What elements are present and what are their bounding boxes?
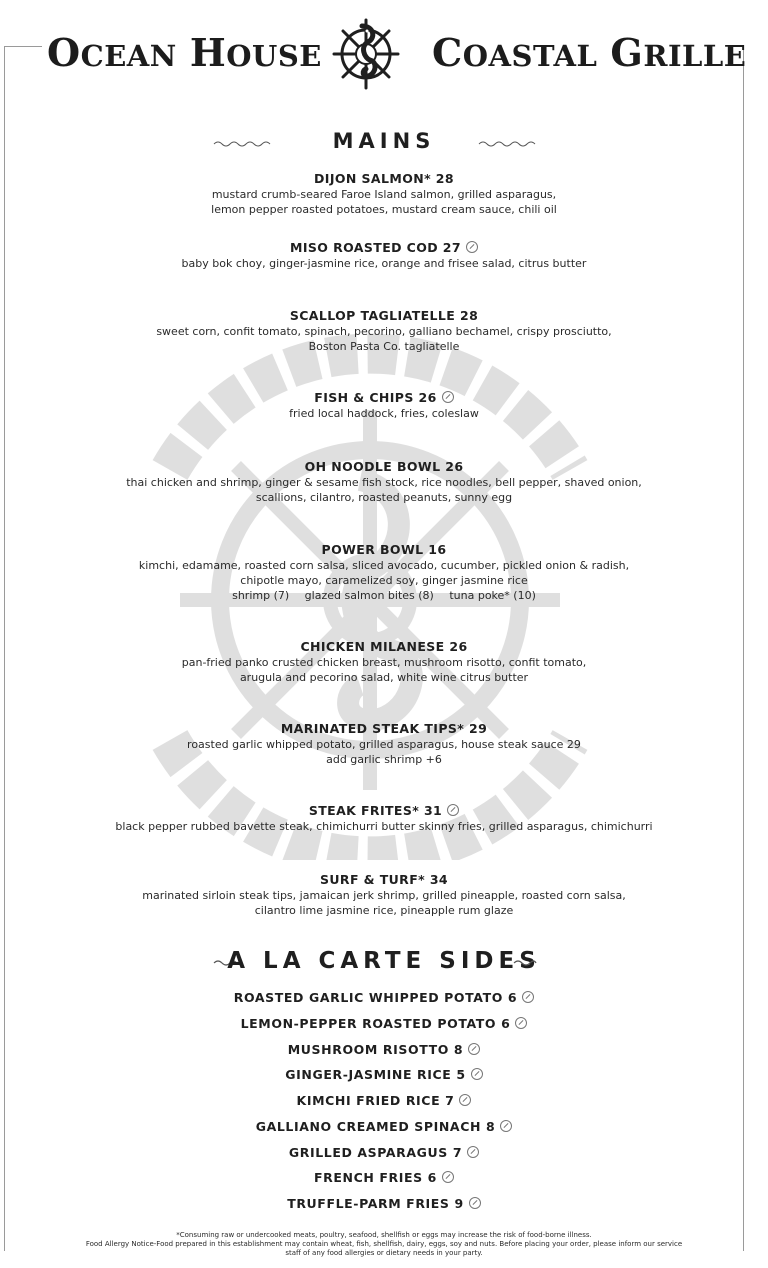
- wave-divider-right-icon: [478, 139, 538, 149]
- gluten-free-icon: [468, 1043, 480, 1055]
- side-item: MUSHROOM RISOTTO 8: [0, 1042, 768, 1058]
- side-item: FRENCH FRIES 6: [0, 1170, 768, 1186]
- addon-tuna-poke: tuna poke* (10): [449, 589, 536, 602]
- menu-item-fish-and-chips: [0, 390, 768, 421]
- seahorse-ship-wheel-icon: [332, 12, 400, 92]
- item-name: STEAK FRITES* 31: [308, 803, 443, 818]
- gluten-free-icon: [469, 1197, 481, 1209]
- item-desc: sweet corn, confit tomato, spinach, pecorino, galliano bechamel, crispy prosciutto,: [156, 325, 612, 338]
- menu-item-chicken-milanese: [0, 639, 768, 685]
- item-desc: fried local haddock, fries, coleslaw: [289, 407, 479, 420]
- item-desc: add garlic shrimp +6: [326, 753, 442, 766]
- item-name: OH NOODLE BOWL 26: [304, 459, 464, 474]
- item-desc: black pepper rubbed bavette steak, chimichurri butter skinny fries, grilled asparagus, chimichurri: [115, 820, 653, 833]
- item-name: SURF & TURF* 34: [319, 872, 449, 887]
- gluten-free-icon: [447, 804, 459, 816]
- footer-line: *Consuming raw or undercooked meats, poultry, seafood, shellfish or eggs may increase the risk of food-borne illness.: [176, 1231, 592, 1239]
- item-desc: marinated sirloin steak tips, jamaican jerk shrimp, grilled pineapple, roasted corn salsa,: [142, 889, 626, 902]
- menu-item-oh-noodle-bowl: [0, 459, 768, 505]
- item-desc: chipotle mayo, caramelized soy, ginger jasmine rice: [240, 574, 528, 587]
- item-name: FISH & CHIPS 26: [314, 390, 437, 405]
- gluten-free-icon: [442, 391, 454, 403]
- menu-item-scallop-tagliatelle: [0, 308, 768, 354]
- gluten-free-icon: [500, 1120, 512, 1132]
- item-desc: baby bok choy, ginger-jasmine rice, orange and frisee salad, citrus butter: [181, 257, 587, 270]
- item-desc: arugula and pecorino salad, white wine citrus butter: [239, 671, 529, 684]
- item-desc: Boston Pasta Co. tagliatelle: [308, 340, 460, 353]
- side-item: KIMCHI FRIED RICE 7: [0, 1093, 768, 1109]
- side-item: GALLIANO CREAMED SPINACH 8: [0, 1119, 768, 1135]
- item-name: CHICKEN MILANESE 26: [300, 639, 468, 654]
- gluten-free-icon: [459, 1094, 471, 1106]
- gluten-free-icon: [471, 1068, 483, 1080]
- item-desc: cilantro lime jasmine rice, pineapple rum glaze: [254, 904, 514, 917]
- item-desc: lemon pepper roasted potatoes, mustard cream sauce, chili oil: [211, 203, 557, 216]
- menu-item-marinated-steak-tips: [0, 721, 768, 767]
- menu-item-power-bowl: [0, 542, 768, 603]
- item-addons: [0, 588, 768, 603]
- item-name: POWER BOWL 16: [321, 542, 447, 557]
- section-title-mains: MAINS: [332, 129, 436, 153]
- menu-item-dijon-salmon: [0, 171, 768, 217]
- item-desc: scallions, cilantro, roasted peanuts, sunny egg: [255, 491, 513, 504]
- side-item: GRILLED ASPARAGUS 7: [0, 1145, 768, 1161]
- item-desc: pan-fried panko crusted chicken breast, mushroom risotto, confit tomato,: [181, 656, 587, 669]
- wave-divider-right-icon: [513, 958, 537, 968]
- item-name: MISO ROASTED COD 27: [290, 240, 461, 255]
- addon-shrimp: shrimp (7): [232, 589, 290, 602]
- side-item: TRUFFLE-PARM FRIES 9: [0, 1196, 768, 1212]
- frame-top-left: [4, 46, 42, 47]
- footer-line: staff of any food allergies or dietary needs in your party.: [285, 1249, 483, 1257]
- allergy-notice: [0, 1231, 768, 1258]
- side-item: GINGER-JASMINE RICE 5: [0, 1067, 768, 1083]
- side-item: ROASTED GARLIC WHIPPED POTATO 6: [0, 990, 768, 1006]
- menu-item-steak-frites: [0, 803, 768, 834]
- gluten-free-icon: [442, 1171, 454, 1183]
- item-desc: roasted garlic whipped potato, grilled asparagus, house steak sauce 29: [187, 738, 581, 751]
- item-desc: mustard crumb-seared Faroe Island salmon, grilled asparagus,: [211, 188, 557, 201]
- item-name: MARINATED STEAK TIPS* 29: [280, 721, 488, 736]
- item-desc: kimchi, edamame, roasted corn salsa, sliced avocado, cucumber, pickled onion & radish,: [138, 559, 630, 572]
- item-name: DIJON SALMON* 28: [314, 171, 454, 186]
- addon-glazed-salmon: glazed salmon bites (8): [304, 589, 434, 602]
- item-name: SCALLOP TAGLIATELLE 28: [289, 308, 479, 323]
- item-desc: thai chicken and shrimp, ginger & sesame fish stock, rice noodles, bell pepper, shaved onion,: [126, 476, 642, 489]
- footer-line: Food Allergy Notice-Food prepared in this establishment may contain wheat, fish, shellfish, dairy, eggs, soy and nuts. Before placing your order, please inform our service: [85, 1240, 683, 1248]
- side-item: LEMON-PEPPER ROASTED POTATO 6: [0, 1016, 768, 1032]
- gluten-free-icon: [466, 241, 478, 253]
- gluten-free-icon: [515, 1017, 527, 1029]
- brand-title-right: COASTAL GRILLE: [432, 30, 747, 75]
- menu-item-surf-and-turf: [0, 872, 768, 918]
- brand-title-left: OCEAN HOUSE: [47, 30, 322, 75]
- gluten-free-icon: [467, 1146, 479, 1158]
- section-title-sides: A LA CARTE SIDES: [227, 948, 541, 974]
- gluten-free-icon: [522, 991, 534, 1003]
- menu-item-miso-roasted-cod: [0, 240, 768, 271]
